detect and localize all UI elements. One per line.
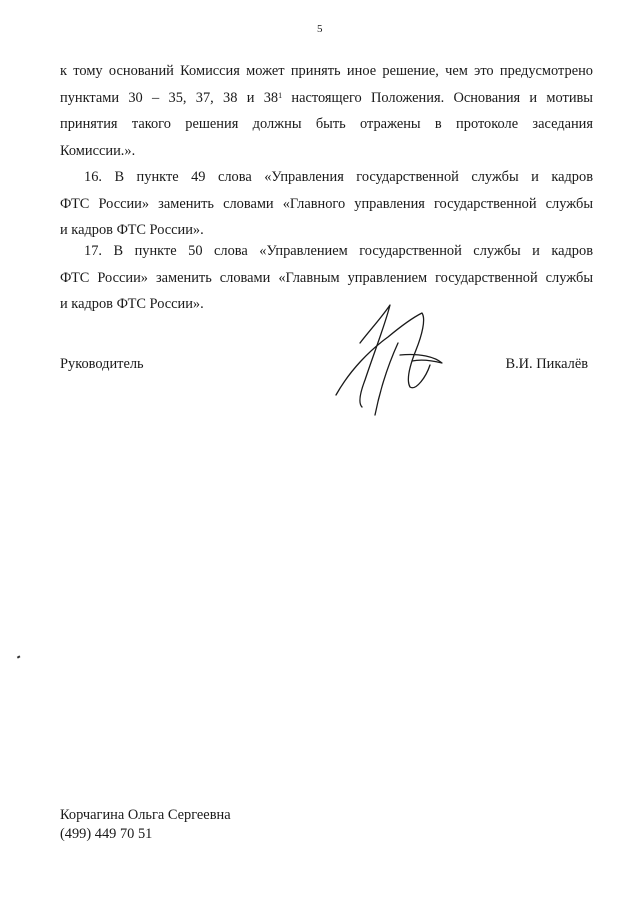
paragraph-text: пунктами 30 – 35, 37, 38 и 38 (60, 89, 279, 106)
paragraph-line: 17. В пункте 50 слова «Управлением государственной службы и кадров (84, 243, 593, 259)
executor-name: Корчагина Ольга Сергеевна (60, 807, 231, 823)
signatory-name: В.И. Пикалёв (505, 356, 588, 372)
paragraph-line: ФТС России» заменить словами «Главным управлением государственной службы (60, 269, 593, 286)
paragraph-line: ФТС России» заменить словами «Главного управления государственной службы (60, 195, 593, 212)
paragraph-line: принятия такого решения должны быть отражены в протоколе заседания (60, 116, 593, 132)
paragraph-item-17 (60, 238, 593, 318)
paragraph-item-16 (60, 164, 593, 244)
page-number: 5 (317, 23, 323, 35)
executor-block (60, 806, 231, 844)
paragraph-line: к тому оснований Комиссия может принять иное решение, чем это предусмотрено (60, 63, 593, 79)
handwritten-signature (330, 295, 460, 425)
executor-phone: (499) 449 70 51 (60, 826, 153, 842)
paragraph-line: и кадров ФТС России». (60, 222, 204, 238)
scan-speck (17, 655, 20, 658)
paragraph-text: настоящего Положения. Основания и мотивы (291, 89, 593, 106)
paragraph-line: и кадров ФТС России». (60, 296, 204, 312)
superscript: 1 (278, 90, 283, 100)
paragraph-line: Комиссии.». (60, 142, 136, 159)
paragraph-line: 16. В пункте 49 слова «Управления государственной службы и кадров (84, 169, 593, 185)
signatory-title: Руководитель (60, 356, 144, 372)
paragraph-continuation (60, 58, 593, 164)
paragraph-line (60, 85, 593, 112)
